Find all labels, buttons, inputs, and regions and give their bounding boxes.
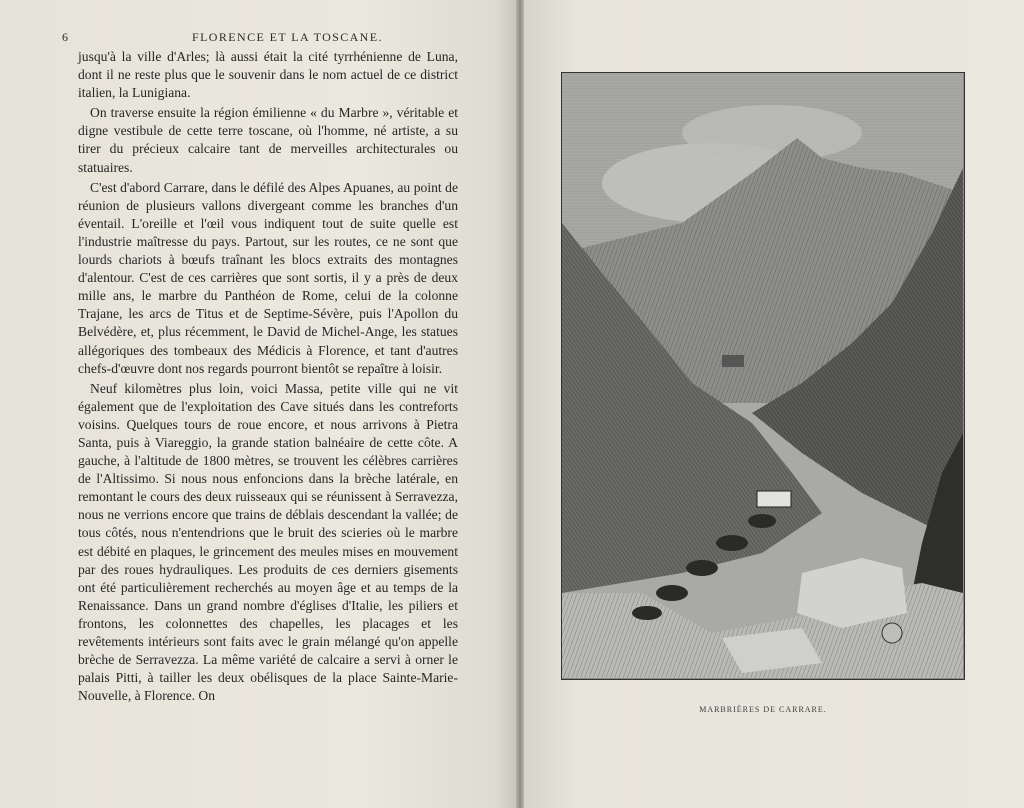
body-text (78, 48, 458, 707)
engraving-illustration (561, 72, 965, 680)
paragraph: jusqu'à la ville d'Arles; là aussi était la cité tyrrhénienne de Luna, dont il ne reste plus que le souvenir dans le nom actuel de ce district italien, la Lunigiana. (78, 49, 458, 101)
book-gutter (516, 0, 524, 808)
paragraph: C'est d'abord Carrare, dans le défilé des Alpes Apuanes, au point de réunion de plusieurs vallons divergeant comme les branches d'un éventail. L'oreille et l'œil vous indiquent tout de suite quelle est l'industrie maîtresse du pays. Partout, sur les routes, ce ne sont que lourds chariots à bœufs traînant les blocs extraits des montagnes d'alentour. C'est de ces carrières que sont sortis, il y a près de deux mille ans, le marbre du Panthéon de Rome, celui de la colonne Trajane, les arcs de Titus et de Septime-Sévère, puis l'Apollon du Belvédère, et, plus récemment, le David de Michel-Ange, les statues allégoriques des tombeaux des Médicis à Florence, et tant d'autres chefs-d'œuvre dont nos regards pourront bientôt se repaître à loisir. (78, 179, 458, 376)
running-title: FLORENCE ET LA TOSCANE. (192, 30, 383, 44)
page-number: 6 (62, 30, 68, 44)
engraving-image (562, 73, 963, 678)
illustration-caption: MARBRIÈRES DE CARRARE. (699, 705, 827, 714)
paragraph: Neuf kilomètres plus loin, voici Massa, petite ville qui ne vit également que de l'exploitation des Cave situés dans les contreforts voisins. Quelques tours de roue encore, et nous arrivons à Pietra Santa, puis à Viareggio, la grande station balnéaire de cette côte. A gauche, à l'altitude de 1800 mètres, se trouvent les célèbres carrières de l'Altissimo. Si nous nous enfoncions dans la brèche latérale, en remontant le cours des deux ruisseaux qui se réunissent à Serravezza, nous ne verrions encore que trains de déblais descendant la vallée; de tous côtés, nous n'entendrions que le bruit des scieries où le marbre est débité en plaques, le grincement des meules mises en mouvement par des roues hydrauliques. Les produits de ces derniers gisements ont été particulièrement recherchés au moyen âge et au temps de la Renaissance. Dans un grand nombre d'églises d'Italie, les piliers et frontons, les colonnettes des chapelles, les placages et les revêtements intérieurs sont faits avec le grain mélangé qu'on appelle brèche de Serravezza. La même variété de calcaire a servi à orner le palais Pitti, à tailler les deux obélisques de la place Sainte-Marie-Nouvelle, à Florence. On (78, 380, 458, 704)
running-head (62, 30, 462, 46)
paragraph: On traverse ensuite la région émilienne « du Marbre », véritable et digne vestibule de cette terre toscane, où l'homme, né artiste, a su tirer du précieux calcaire tant de merveilles architecturales ou statuaires. (78, 105, 458, 175)
